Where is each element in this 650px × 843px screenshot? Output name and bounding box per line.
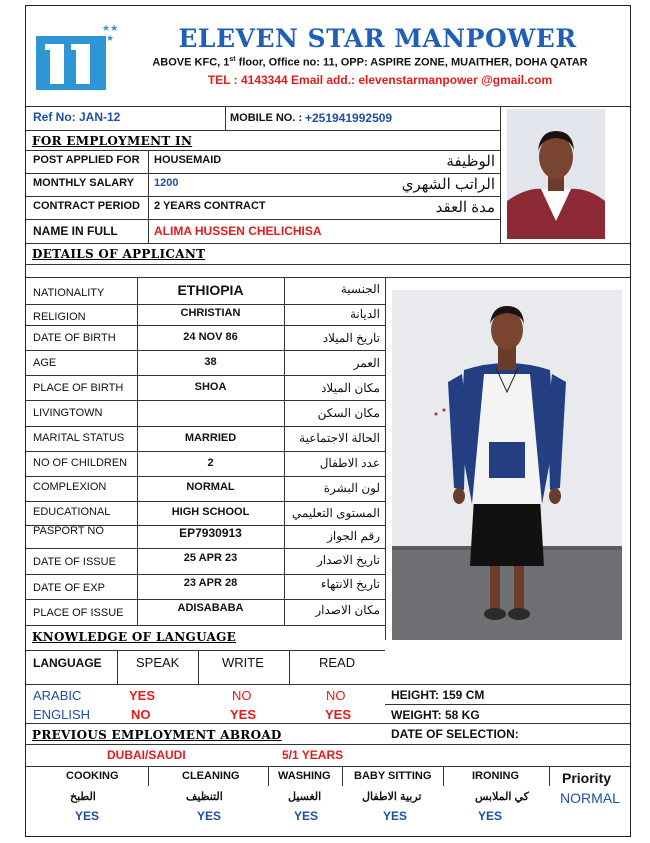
full-photo-graphic (392, 290, 622, 640)
language-section-title: KNOWLEDGE OF LANGUAGE (32, 630, 237, 644)
svg-text:★: ★ (106, 34, 115, 44)
address-text-1: ABOVE KFC, 1 (152, 56, 230, 69)
skill-ironing-value: YES (478, 809, 503, 823)
education-label: EDUCATIONAL (33, 506, 111, 518)
children-arabic: عدد الاطفال (319, 456, 380, 470)
skill-washing-arabic: الغسيل (288, 791, 322, 803)
lang-english-speak: NO (131, 707, 151, 722)
exp-date-label: DATE OF EXP (33, 582, 105, 594)
passport-label: PASPORT NO (33, 525, 104, 537)
pob-arabic: مكان الميلاد (321, 381, 380, 395)
company-name: ELEVEN STAR MANPOWER (178, 24, 577, 53)
address-sup: st (229, 56, 236, 63)
skill-cooking-label: COOKING (66, 770, 119, 782)
company-contact: TEL : 4143344 Email add.: elevenstarmanpower @gmail.com (207, 73, 553, 87)
lang-header-read: READ (319, 655, 356, 670)
name-value: ALIMA HUSSEN CHELICHISA (154, 224, 322, 238)
lang-header-language: LANGUAGE (33, 656, 102, 670)
previous-country: DUBAI/SAUDI (107, 748, 186, 762)
exp-date-value: 23 APR 28 (183, 577, 238, 589)
dob-label: DATE OF BIRTH (33, 332, 116, 344)
passport-value: EP7930913 (179, 526, 242, 540)
lang-header-speak: SPEAK (136, 655, 180, 670)
skill-cooking-arabic: الطبخ (70, 791, 96, 803)
company-address (110, 56, 630, 69)
portrait-graphic (507, 109, 605, 239)
priority-label: Priority (562, 770, 612, 786)
skill-ironing-arabic: كي الملابس (475, 791, 529, 803)
exp-date-arabic: تاريخ الانتهاء (320, 577, 380, 591)
mobile-label: MOBILE NO. : (230, 112, 303, 124)
priority-value: NORMAL (560, 790, 620, 806)
address-text-2: floor, Office no: 11, OPP: ASPIRE ZONE, MUAITHER, DOHA QATAR (235, 56, 588, 69)
dob-arabic: تاريخ الميلاد (322, 331, 380, 345)
children-value: 2 (207, 457, 214, 469)
marital-arabic: الحالة الاجتماعية (299, 431, 380, 445)
complexion-label: COMPLEXION (33, 481, 107, 493)
svg-text:★★: ★★ (102, 24, 119, 34)
mobile-value: +251941992509 (305, 111, 393, 125)
company-logo (36, 22, 120, 90)
religion-value: CHRISTIAN (180, 307, 241, 319)
age-value: 38 (204, 356, 217, 368)
issue-place-value: ADISABABA (177, 602, 244, 614)
marital-value: MARRIED (184, 432, 237, 444)
nationality-arabic: الجنسية (340, 282, 380, 296)
pob-label: PLACE OF BIRTH (33, 382, 124, 394)
lang-arabic-read: NO (326, 688, 346, 703)
post-arabic: الوظيفة (446, 153, 495, 170)
lang-english-read: YES (325, 707, 352, 722)
contract-label: CONTRACT PERIOD (33, 200, 140, 212)
lang-arabic-speak: YES (129, 688, 156, 703)
skill-cleaning-value: YES (197, 809, 222, 823)
skill-ironing-label: IRONING (472, 770, 520, 782)
education-value: HIGH SCHOOL (171, 506, 250, 518)
employment-section-title: FOR EMPLOYMENT IN (32, 134, 193, 148)
issue-date-value: 25 APR 23 (183, 552, 238, 564)
lang-english-name: ENGLISH (33, 707, 91, 722)
name-label: NAME IN FULL (33, 224, 118, 238)
lang-arabic-write: NO (232, 688, 252, 703)
issue-date-label: DATE OF ISSUE (33, 556, 116, 568)
livingtown-label: LIVINGTOWN (33, 407, 103, 419)
ref-number: Ref No: JAN-12 (33, 110, 121, 124)
skill-babysitting-value: YES (383, 809, 408, 823)
salary-label: MONTHLY SALARY (33, 177, 135, 189)
nationality-label: NATIONALITY (33, 287, 105, 299)
lang-header-write: WRITE (222, 655, 264, 670)
lang-arabic-name: ARABIC (33, 688, 82, 703)
previous-employment-title: PREVIOUS EMPLOYMENT ABROAD (32, 728, 282, 742)
passport-arabic: رقم الجواز (327, 529, 380, 543)
post-value: HOUSEMAID (154, 154, 222, 166)
religion-label: RELIGION (33, 311, 86, 323)
livingtown-arabic: مكان السكن (317, 406, 380, 420)
skill-cooking-value: YES (75, 809, 100, 823)
skill-washing-value: YES (294, 809, 319, 823)
skill-babysitting-arabic: تربية الاطفال (362, 791, 422, 803)
complexion-arabic: لون البشرة (323, 481, 380, 495)
age-arabic: العمر (353, 356, 380, 370)
salary-value: 1200 (154, 177, 179, 189)
skill-washing-label: WASHING (278, 770, 331, 782)
marital-label: MARITAL STATUS (33, 432, 125, 444)
dob-value: 24 NOV 86 (183, 331, 238, 343)
age-label: AGE (33, 357, 57, 369)
skill-cleaning-label: CLEANING (182, 770, 240, 782)
contract-value: 2 YEARS CONTRACT (154, 200, 266, 212)
issue-place-arabic: مكان الاصدار (315, 603, 380, 617)
children-label: NO OF CHILDREN (33, 457, 128, 469)
details-section-title: DETAILS OF APPLICANT (32, 247, 206, 261)
lang-english-write: YES (230, 707, 257, 722)
nationality-value: ETHIOPIA (177, 282, 244, 298)
salary-arabic: الراتب الشهري (401, 176, 495, 193)
height-value: HEIGHT: 159 CM (391, 688, 485, 702)
date-of-selection-label: DATE OF SELECTION: (391, 727, 519, 741)
religion-arabic: الديانة (349, 307, 380, 321)
contract-arabic: مدة العقد (435, 199, 495, 216)
pob-value: SHOA (194, 381, 227, 393)
education-arabic: المستوى التعليمي (291, 506, 380, 520)
previous-years: 5/1 YEARS (282, 748, 344, 762)
post-label: POST APPLIED FOR (33, 154, 140, 166)
applicant-full-photo (392, 290, 622, 640)
logo-graphic (36, 22, 120, 90)
weight-value: WEIGHT: 58 KG (391, 708, 480, 722)
complexion-value: NORMAL (186, 481, 235, 493)
issue-place-label: PLACE OF ISSUE (33, 607, 124, 619)
skill-cleaning-arabic: التنظيف (186, 791, 223, 803)
skill-babysitting-label: BABY SITTING (354, 770, 432, 782)
applicant-portrait-photo (507, 109, 605, 239)
issue-date-arabic: تاريخ الاصدار (316, 553, 380, 567)
